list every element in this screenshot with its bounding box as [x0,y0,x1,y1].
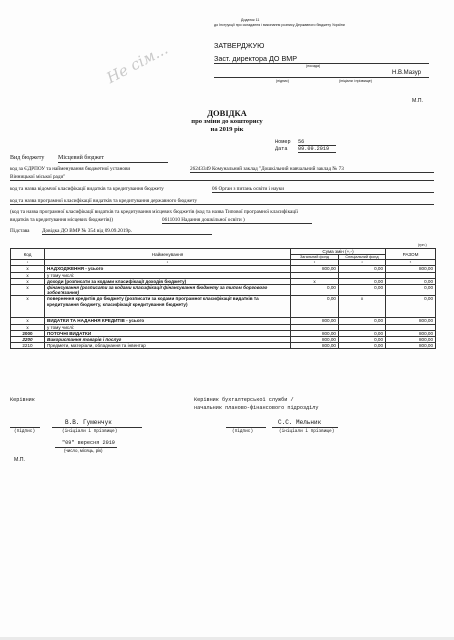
row-name: фінансування (розписати за кодами класифікації фінансування бюджету за типом боргового зобов'язання) [45,285,291,296]
row-special: 0,00 [339,285,386,296]
row-code: x [11,278,45,284]
budget-type-value: Місцевий бюджет [58,155,168,163]
head-name-line [52,426,142,428]
local-program-value: 0611010 Надання дошкільної освіти ) [162,217,312,224]
doc-number: 56 [298,139,336,146]
accountant-name-caption: (ініціали і прізвище) [279,429,335,434]
col-name-header: Найменування [45,249,291,260]
signature-caption: (підпис) [276,79,289,83]
row-general: 0,00 [291,296,339,318]
row-general: 0,00 [291,285,339,296]
row-special: 0,00 [339,330,386,336]
row-code: 2000 [11,330,45,336]
col-total-header: РАЗОМ [386,249,436,260]
row-general: 800,00 [291,318,339,324]
doc-title: ДОВІДКА [207,108,247,118]
head-title: Керівник [10,397,35,403]
dept-class-label: код та назва відомчої класифікації видатків та кредитування бюджету [10,186,164,192]
sign-date-caption: (число, місяць, рік) [64,448,103,453]
doc-year: на 2019 рік [210,126,244,133]
row-code: x [11,272,45,278]
approval-title: ЗАТВЕРДЖУЮ [214,41,265,50]
head-sig-caption: (підпис) [14,429,36,434]
row-general: x [291,278,339,284]
row-code: x [11,318,45,324]
table-row [11,285,436,296]
accountant-title-cont: начальник планово-фінансового підрозділу [194,405,319,411]
row-special: x [339,296,386,318]
approval-position: Заст. директора ДО ВМР [214,55,429,64]
appendix-number: Додаток 11 [241,18,260,22]
row-code: x [11,296,45,318]
stamp-place: М.П. [412,98,423,104]
accountant-title: Керівник бухгалтерської служби / [194,397,294,403]
row-name: у тому числі: [45,272,291,278]
sign-date: "09" вересня 2019 [62,440,115,446]
row-code: x [11,285,45,296]
head-name: В.В. Гуменчук [65,419,112,426]
edrpou-value-cont: Вінницької міської ради" [10,174,434,181]
budget-type-label: Вид бюджету [10,155,45,161]
col-code-header: Код [11,249,45,260]
row-general: 800,00 [291,343,339,349]
row-special: 0,00 [339,343,386,349]
col-number: 3 [291,260,339,266]
edrpou-label: код за ЄДРПОУ та найменування бюджетної установи [10,166,131,172]
position-caption: (посада) [306,64,321,68]
doc-date: 09.09.2019 [298,146,336,153]
row-code: 2210 [11,343,45,349]
date-label: Дата [275,146,288,152]
row-name: доходи (розписати за кодами класифікації доходів бюджету) [45,278,291,284]
row-special: 0,00 [339,318,386,324]
row-name: повернення кредитів до бюджету (розписати за кодами програмної класифікації видатків та кредитування бюджету, класифікації кредитування бюджету) [45,296,291,318]
row-total: 800,00 [386,318,436,324]
row-total: 800,00 [386,337,436,343]
dept-class-value: 06 Орган з питань освіти і науки [212,186,434,193]
table-row [11,343,436,349]
state-program-label: код та назва програмної класифікації видатків та кредитування державного бюджету [10,198,434,205]
handwritten-note: Не сім... [103,39,171,88]
row-general: 800,00 [291,337,339,343]
accountant-name: С.С. Мельник [278,419,322,426]
initials-caption: (ініціали і прізвище) [339,79,372,83]
stamp-place-bottom: М.П. [14,457,25,463]
signature-line [214,76,429,78]
head-name-caption: (ініціали і прізвище) [62,429,118,434]
col-number: 1 [11,260,45,266]
row-name: у тому числі: [45,324,291,330]
accountant-sig-caption: (підпис) [232,429,254,434]
col-number: 4 [339,260,386,266]
row-total: 800,00 [386,343,436,349]
col-number: 5 [386,260,436,266]
appendix-reference: до Інструкції про складання і виконання розпису Державного бюджету України [214,23,345,27]
row-special: 0,00 [339,337,386,343]
row-special: 0,00 [339,278,386,284]
row-name: Предмети, матеріали, обладнання та інвентар [45,343,291,349]
local-program-label: (код та назва програмної класифікації видатків та кредитування місцевих бюджетів (код та назва Типової програмної класифікації [10,209,298,215]
currency-unit: (грн.) [418,243,427,247]
row-general: 800,00 [291,330,339,336]
row-total: 800,00 [386,266,436,272]
col-sum-header: Сума змін (+,-) [291,249,386,255]
row-total: 0,00 [386,296,436,318]
row-code: x [11,324,45,330]
head-signature-line [10,426,40,428]
row-name: НАДХОДЖЕННЯ - усього [45,266,291,272]
table-row [11,296,436,318]
row-general: 800,00 [291,266,339,272]
row-total: 0,00 [386,285,436,296]
changes-table [10,248,436,349]
number-label: Номер [275,139,291,145]
row-total: 800,00 [386,330,436,336]
row-total: 0,00 [386,278,436,284]
row-special: 0,00 [339,266,386,272]
accountant-name-line [272,426,338,428]
row-code: 2200 [11,337,45,343]
col-number: 2 [45,260,291,266]
accountant-signature-line [226,426,266,428]
approver-name: Н.В.Мазур [392,70,421,76]
col-general-header: Загальний фонд [291,255,339,260]
row-name: Використання товарів і послуг [45,337,291,343]
basis-label: Підстава [10,228,30,234]
doc-subtitle: про зміни до кошторису [191,118,263,125]
row-name: ВИДАТКИ ТА НАДАННЯ КРЕДИТІВ - усього [45,318,291,324]
row-code: x [11,266,45,272]
basis-value: Довідка ДО ВМР № 354 від 09.09.2019р. [42,228,212,235]
local-program-label-cont: видатків та кредитування місцевих бюджетів)) [10,217,113,223]
col-special-header: Спеціальний фонд [339,255,386,260]
edrpou-value: 26243349 Комунальний заклад "Дошкільний навчальний заклад № 73 [190,166,434,173]
row-name: ПОТОЧНІ ВИДАТКИ [45,330,291,336]
